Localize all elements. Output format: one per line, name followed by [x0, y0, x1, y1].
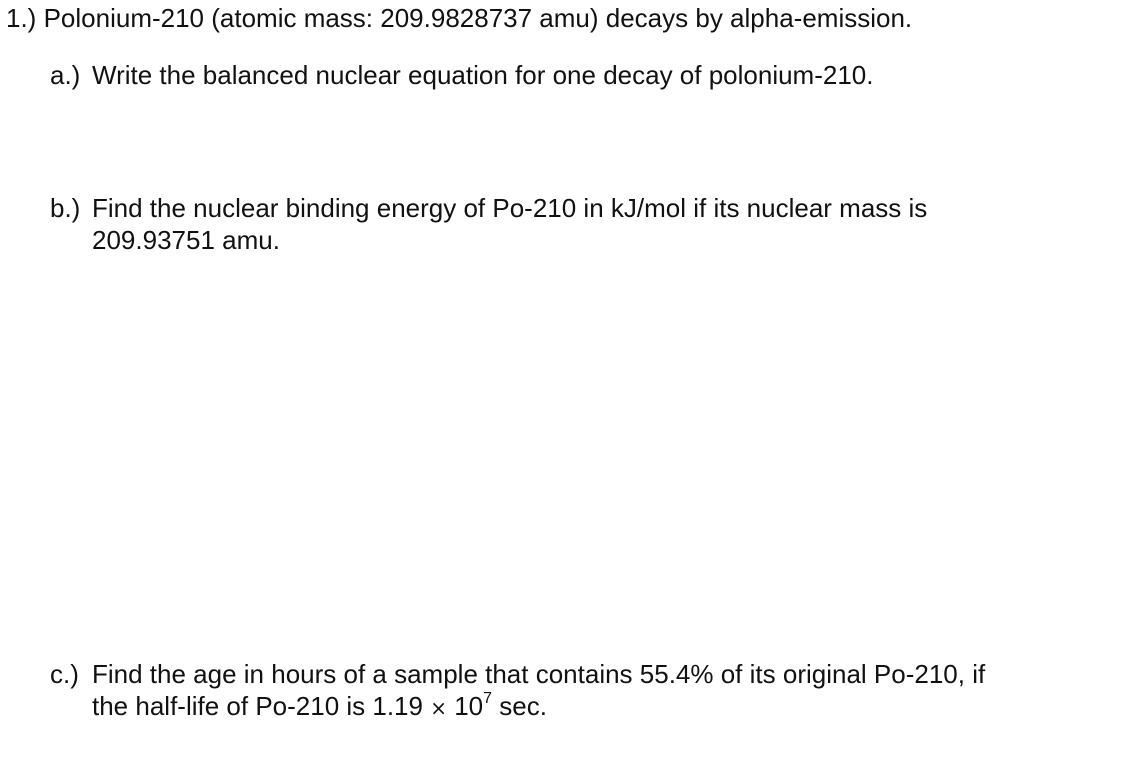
part-c-text [92, 658, 1085, 724]
part-b-label: b.) [50, 193, 81, 223]
question-1 [6, 2, 1106, 34]
part-a-label: a.) [50, 60, 81, 90]
part-c-label: c.) [50, 659, 79, 689]
part-b-line-2: 209.93751 amu. [92, 225, 280, 255]
part-c-line-2 [92, 690, 1085, 724]
times-symbol: × [430, 696, 447, 720]
part-c-line-2-suffix: sec. [499, 691, 547, 721]
power-base: 10 [454, 691, 484, 721]
question-number: 1.) [6, 3, 37, 33]
part-a [50, 59, 1085, 91]
question-text: Polonium-210 (atomic mass: 209.9828737 amu) decays by alpha-emission. [43, 3, 913, 33]
part-b-text [92, 192, 1085, 256]
part-c-line-2-prefix: the half-life of Po-210 is 1.19 [92, 691, 423, 721]
power-exponent: 7 [483, 690, 493, 708]
part-b-line-1: Find the nuclear binding energy of Po-210 in kJ/mol if its nuclear mass is [92, 193, 928, 223]
part-c [50, 658, 1085, 724]
part-a-text: Write the balanced nuclear equation for one decay of polonium-210. [92, 60, 874, 90]
part-c-line-1: Find the age in hours of a sample that contains 55.4% of its original Po-210, if [92, 659, 986, 689]
part-b [50, 192, 1085, 256]
